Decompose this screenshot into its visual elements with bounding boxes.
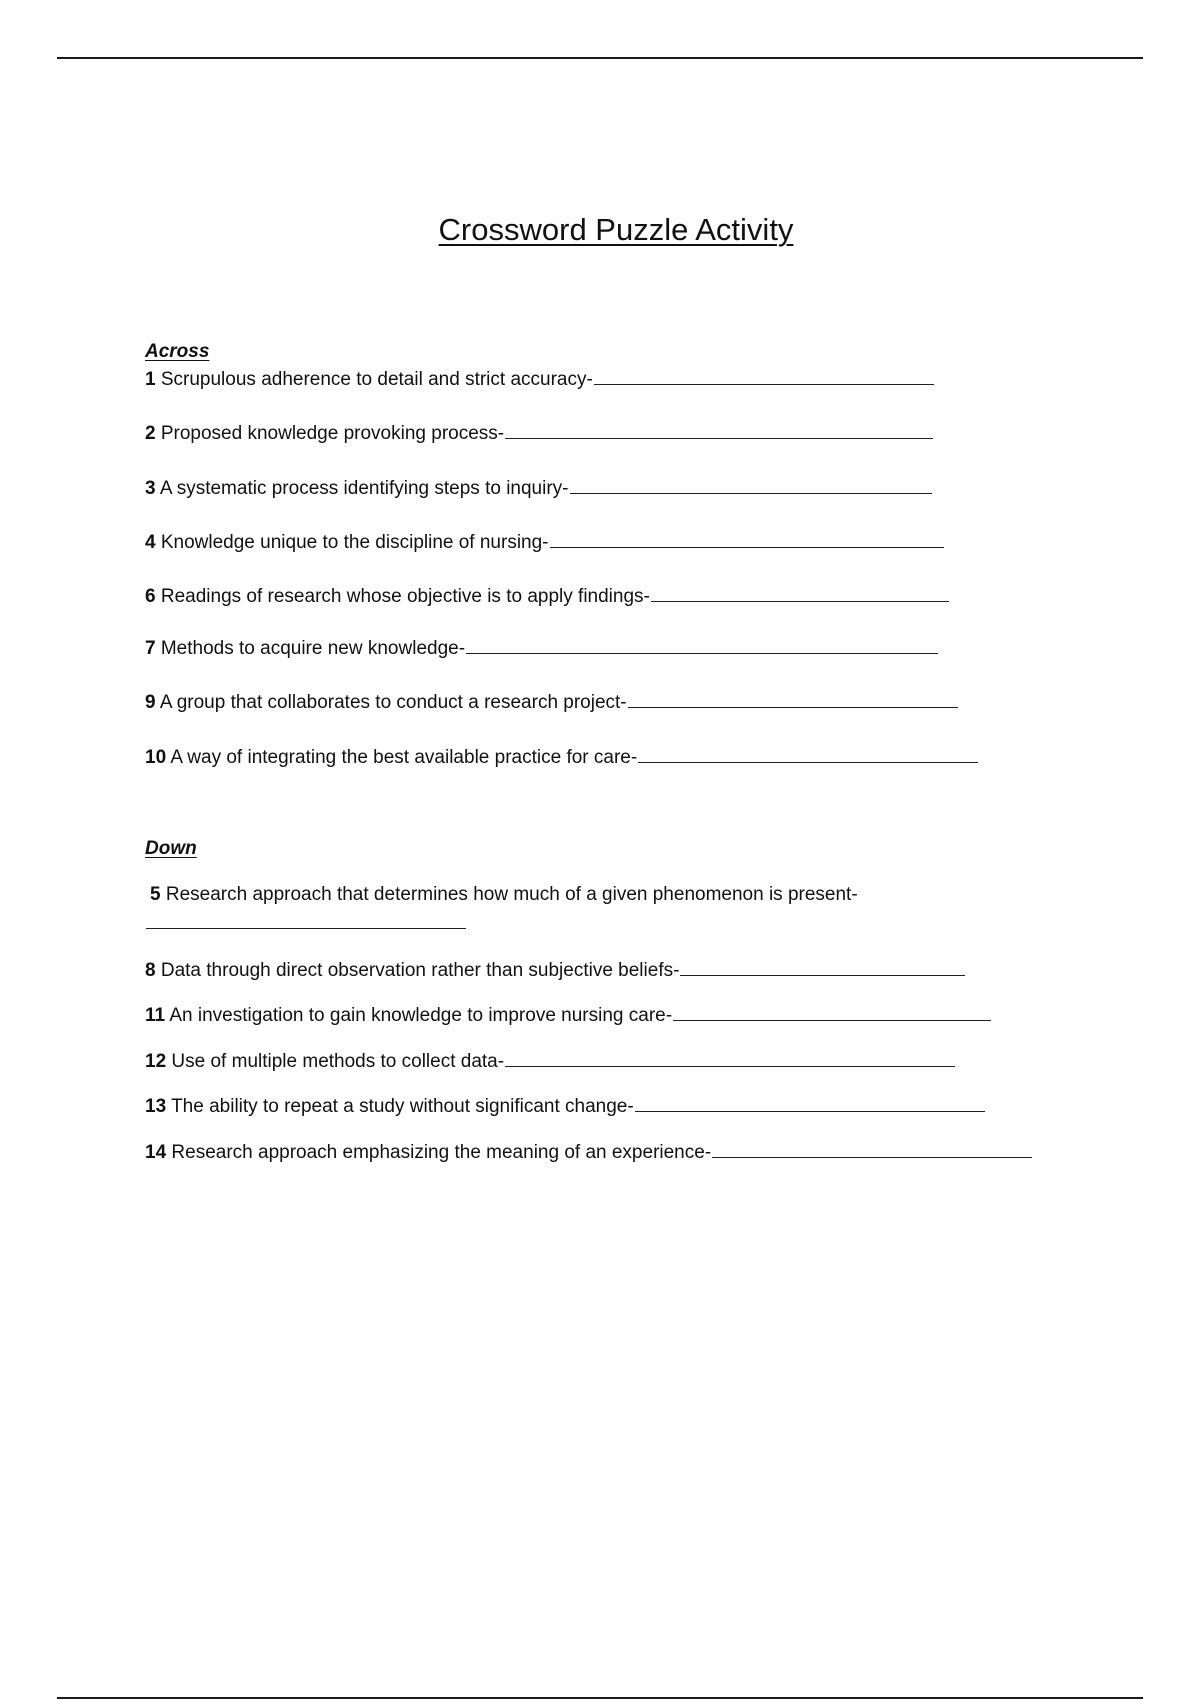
down-clue-12 <box>145 1050 955 1073</box>
clue-number: 6 <box>145 586 156 607</box>
down-clue-5 <box>150 884 858 906</box>
answer-blank[interactable] <box>505 1050 955 1067</box>
clue-number: 12 <box>145 1051 167 1072</box>
clue-text: An investigation to gain knowledge to improve nursing care- <box>169 1005 673 1026</box>
top-page-rule <box>57 57 1143 59</box>
answer-blank[interactable] <box>635 1095 985 1112</box>
clue-number: 2 <box>145 423 156 444</box>
clue-text: A way of integrating the best available practice for care- <box>170 747 638 768</box>
clue-number: 5 <box>150 884 161 905</box>
bottom-page-rule <box>57 1697 1143 1699</box>
clue-text: Data through direct observation rather than subjective beliefs- <box>160 960 680 981</box>
clue-number: 9 <box>145 692 156 713</box>
answer-blank[interactable] <box>638 746 978 763</box>
across-clue-10 <box>145 746 978 769</box>
clue-text: Research approach that determines how much of a given phenomenon is present- <box>165 884 858 905</box>
across-heading: Across <box>145 341 210 362</box>
clue-number: 14 <box>145 1142 167 1163</box>
across-clue-6 <box>145 585 949 608</box>
down-clue-8 <box>145 959 965 982</box>
answer-blank[interactable] <box>712 1141 1032 1158</box>
across-clue-1 <box>145 368 934 391</box>
answer-blank[interactable] <box>505 422 933 439</box>
down-clue-14 <box>145 1141 1032 1164</box>
clue-text: Methods to acquire new knowledge- <box>160 638 466 659</box>
across-clue-4 <box>145 531 944 554</box>
answer-blank[interactable] <box>550 531 944 548</box>
clue-text: Proposed knowledge provoking process- <box>160 423 505 444</box>
clue-number: 4 <box>145 532 156 553</box>
across-clue-9 <box>145 691 958 714</box>
clue-text: A group that collaborates to conduct a research project- <box>159 692 627 713</box>
clue-text: Research approach emphasizing the meaning of an experience- <box>171 1142 712 1163</box>
answer-blank[interactable] <box>673 1004 991 1021</box>
clue-number: 10 <box>145 747 167 768</box>
answer-blank[interactable] <box>651 585 949 602</box>
clue-text: Use of multiple methods to collect data- <box>171 1051 505 1072</box>
clue-number: 3 <box>145 478 156 499</box>
clue-number: 1 <box>145 369 156 390</box>
answer-blank[interactable] <box>628 691 958 708</box>
down-clue-11 <box>145 1004 991 1027</box>
down-heading: Down <box>145 838 197 859</box>
clue-number: 11 <box>145 1005 166 1026</box>
across-clue-7 <box>145 637 938 660</box>
answer-blank[interactable] <box>594 368 934 385</box>
answer-blank[interactable] <box>680 959 965 976</box>
clue-text: Knowledge unique to the discipline of nursing- <box>160 532 549 553</box>
page-title: Crossword Puzzle Activity <box>438 212 794 247</box>
down-clue-13 <box>145 1095 985 1118</box>
clue-number: 13 <box>145 1096 167 1117</box>
clue-text: Scrupulous adherence to detail and strict accuracy- <box>160 369 593 390</box>
clue-text: A systematic process identifying steps to inquiry- <box>159 478 569 499</box>
across-clue-3 <box>145 477 932 500</box>
answer-blank[interactable] <box>570 477 932 494</box>
clue-text: Readings of research whose objective is to apply findings- <box>160 586 650 607</box>
across-clue-2 <box>145 422 933 445</box>
answer-blank[interactable] <box>466 637 938 654</box>
answer-blank[interactable] <box>146 912 466 929</box>
clue-number: 7 <box>145 638 156 659</box>
clue-number: 8 <box>145 960 156 981</box>
clue-text: The ability to repeat a study without significant change- <box>171 1096 634 1117</box>
